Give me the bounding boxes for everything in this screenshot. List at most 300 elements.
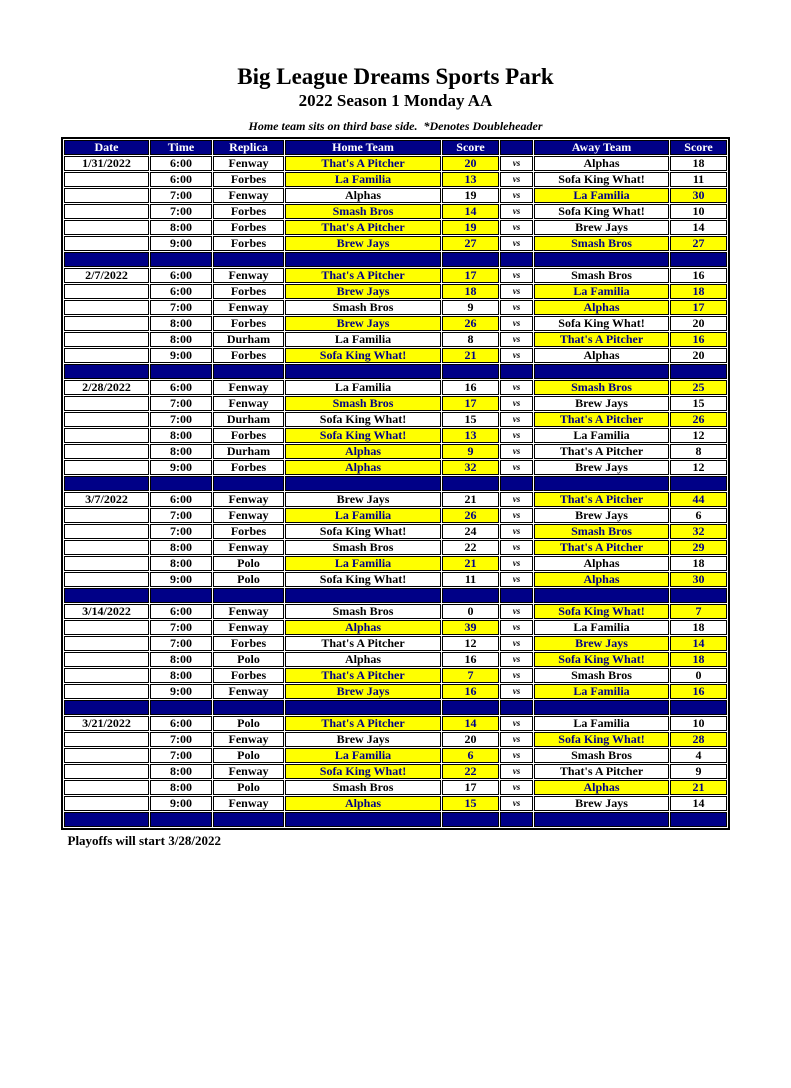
home-score-cell: 26 <box>442 316 499 331</box>
page-title: Big League Dreams Sports Park <box>237 64 554 89</box>
away-score-cell: 28 <box>670 732 727 747</box>
home-score-cell: 0 <box>442 604 499 619</box>
vs-cell: vs <box>500 796 533 811</box>
date-cell <box>64 668 149 683</box>
replica-cell: Fenway <box>213 684 284 699</box>
vs-cell: vs <box>500 620 533 635</box>
vs-cell: vs <box>500 524 533 539</box>
date-cell <box>64 316 149 331</box>
date-cell <box>64 444 149 459</box>
game-row <box>64 316 727 331</box>
replica-cell: Forbes <box>213 236 284 251</box>
away-score-cell: 18 <box>670 284 727 299</box>
replica-cell: Fenway <box>213 268 284 283</box>
separator-cell <box>534 588 669 603</box>
date-cell <box>64 652 149 667</box>
separator-cell <box>213 700 284 715</box>
game-row <box>64 332 727 347</box>
separator-cell <box>670 812 727 827</box>
away-score-cell: 29 <box>670 540 727 555</box>
date-cell <box>64 524 149 539</box>
separator-cell <box>534 700 669 715</box>
vs-cell: vs <box>500 604 533 619</box>
game-row <box>64 188 727 203</box>
time-cell: 8:00 <box>150 556 212 571</box>
separator-cell <box>150 252 212 267</box>
time-cell: 8:00 <box>150 652 212 667</box>
separator-cell <box>150 364 212 379</box>
separator-cell <box>285 476 441 491</box>
away-team-cell: Smash Bros <box>534 268 669 283</box>
vs-cell: vs <box>500 428 533 443</box>
away-team-cell: Alphas <box>534 556 669 571</box>
date-cell <box>64 796 149 811</box>
game-row <box>64 620 727 635</box>
header-date: Date <box>64 140 149 155</box>
time-cell: 7:00 <box>150 620 212 635</box>
vs-cell: vs <box>500 748 533 763</box>
time-cell: 8:00 <box>150 540 212 555</box>
home-team-cell: Alphas <box>285 652 441 667</box>
time-cell: 7:00 <box>150 300 212 315</box>
vs-cell: vs <box>500 444 533 459</box>
separator-cell <box>285 252 441 267</box>
game-row <box>64 444 727 459</box>
time-cell: 7:00 <box>150 524 212 539</box>
replica-cell: Polo <box>213 748 284 763</box>
separator-cell <box>285 700 441 715</box>
game-row <box>64 652 727 667</box>
home-team-cell: Smash Bros <box>285 780 441 795</box>
vs-cell: vs <box>500 716 533 731</box>
game-row <box>64 284 727 299</box>
replica-cell: Forbes <box>213 284 284 299</box>
home-team-cell: La Familia <box>285 508 441 523</box>
separator-cell <box>670 252 727 267</box>
away-team-cell: That's A Pitcher <box>534 540 669 555</box>
home-score-cell: 13 <box>442 172 499 187</box>
separator-cell <box>150 812 212 827</box>
header-vs-spacer <box>500 140 533 155</box>
replica-cell: Forbes <box>213 668 284 683</box>
home-team-cell: Sofa King What! <box>285 764 441 779</box>
date-cell <box>64 348 149 363</box>
time-cell: 6:00 <box>150 716 212 731</box>
replica-cell: Forbes <box>213 220 284 235</box>
replica-cell: Fenway <box>213 188 284 203</box>
game-row <box>64 236 727 251</box>
date-cell <box>64 236 149 251</box>
date-cell <box>64 748 149 763</box>
away-team-cell: Brew Jays <box>534 636 669 651</box>
home-team-cell: That's A Pitcher <box>285 668 441 683</box>
home-team-cell: Smash Bros <box>285 396 441 411</box>
away-score-cell: 11 <box>670 172 727 187</box>
game-row <box>64 540 727 555</box>
away-score-cell: 18 <box>670 156 727 171</box>
game-row <box>64 380 727 395</box>
game-row <box>64 428 727 443</box>
vs-cell: vs <box>500 540 533 555</box>
date-cell <box>64 732 149 747</box>
game-row <box>64 780 727 795</box>
game-row <box>64 748 727 763</box>
away-score-cell: 12 <box>670 460 727 475</box>
header-away-score: Score <box>670 140 727 155</box>
replica-cell: Durham <box>213 444 284 459</box>
away-score-cell: 18 <box>670 652 727 667</box>
separator-cell <box>285 812 441 827</box>
game-row <box>64 684 727 699</box>
replica-cell: Forbes <box>213 460 284 475</box>
away-score-cell: 10 <box>670 716 727 731</box>
replica-cell: Fenway <box>213 764 284 779</box>
time-cell: 9:00 <box>150 572 212 587</box>
game-row <box>64 172 727 187</box>
date-cell <box>64 540 149 555</box>
away-team-cell: La Familia <box>534 684 669 699</box>
home-score-cell: 24 <box>442 524 499 539</box>
game-row <box>64 572 727 587</box>
time-cell: 7:00 <box>150 732 212 747</box>
away-score-cell: 16 <box>670 268 727 283</box>
date-cell <box>64 460 149 475</box>
home-team-cell: Smash Bros <box>285 204 441 219</box>
vs-cell: vs <box>500 732 533 747</box>
game-row <box>64 604 727 619</box>
home-score-cell: 14 <box>442 716 499 731</box>
away-team-cell: That's A Pitcher <box>534 444 669 459</box>
away-score-cell: 20 <box>670 348 727 363</box>
date-cell <box>64 204 149 219</box>
away-team-cell: Sofa King What! <box>534 732 669 747</box>
vs-cell: vs <box>500 572 533 587</box>
vs-cell: vs <box>500 636 533 651</box>
game-row <box>64 764 727 779</box>
separator-cell <box>213 476 284 491</box>
vs-cell: vs <box>500 172 533 187</box>
separator-cell <box>64 588 149 603</box>
replica-cell: Forbes <box>213 348 284 363</box>
away-team-cell: Brew Jays <box>534 508 669 523</box>
game-row <box>64 220 727 235</box>
separator-cell <box>534 476 669 491</box>
vs-cell: vs <box>500 156 533 171</box>
date-cell: 3/14/2022 <box>64 604 149 619</box>
away-team-cell: Alphas <box>534 780 669 795</box>
away-score-cell: 16 <box>670 684 727 699</box>
away-team-cell: Alphas <box>534 348 669 363</box>
time-cell: 8:00 <box>150 668 212 683</box>
away-score-cell: 18 <box>670 556 727 571</box>
home-score-cell: 18 <box>442 284 499 299</box>
date-cell <box>64 172 149 187</box>
time-cell: 9:00 <box>150 236 212 251</box>
time-cell: 8:00 <box>150 220 212 235</box>
date-cell <box>64 300 149 315</box>
home-team-cell: La Familia <box>285 172 441 187</box>
vs-cell: vs <box>500 236 533 251</box>
separator-cell <box>64 364 149 379</box>
schedule-table <box>61 137 730 830</box>
header-home-team: Home Team <box>285 140 441 155</box>
away-team-cell: Alphas <box>534 572 669 587</box>
home-team-cell: Sofa King What! <box>285 428 441 443</box>
home-score-cell: 22 <box>442 764 499 779</box>
home-team-cell: That's A Pitcher <box>285 220 441 235</box>
vs-cell: vs <box>500 780 533 795</box>
away-team-cell: Sofa King What! <box>534 652 669 667</box>
date-cell <box>64 284 149 299</box>
separator-cell <box>534 812 669 827</box>
vs-cell: vs <box>500 764 533 779</box>
home-score-cell: 21 <box>442 492 499 507</box>
away-score-cell: 21 <box>670 780 727 795</box>
separator-cell <box>500 252 533 267</box>
home-score-cell: 12 <box>442 636 499 651</box>
home-score-cell: 9 <box>442 300 499 315</box>
replica-cell: Fenway <box>213 732 284 747</box>
time-cell: 6:00 <box>150 604 212 619</box>
home-score-cell: 11 <box>442 572 499 587</box>
date-cell <box>64 412 149 427</box>
replica-cell: Forbes <box>213 524 284 539</box>
away-team-cell: Smash Bros <box>534 236 669 251</box>
time-cell: 6:00 <box>150 284 212 299</box>
home-team-note: Home team sits on third base side. *Denotes Doubleheader <box>248 119 543 133</box>
away-team-cell: La Familia <box>534 428 669 443</box>
time-cell: 7:00 <box>150 636 212 651</box>
home-team-cell: La Familia <box>285 748 441 763</box>
replica-cell: Fenway <box>213 604 284 619</box>
away-score-cell: 10 <box>670 204 727 219</box>
home-score-cell: 7 <box>442 668 499 683</box>
away-score-cell: 0 <box>670 668 727 683</box>
date-cell <box>64 428 149 443</box>
vs-cell: vs <box>500 380 533 395</box>
away-score-cell: 44 <box>670 492 727 507</box>
separator-cell <box>285 588 441 603</box>
date-cell <box>64 636 149 651</box>
replica-cell: Fenway <box>213 796 284 811</box>
game-row <box>64 524 727 539</box>
date-cell: 3/21/2022 <box>64 716 149 731</box>
away-score-cell: 27 <box>670 236 727 251</box>
vs-cell: vs <box>500 556 533 571</box>
time-cell: 7:00 <box>150 748 212 763</box>
separator-cell <box>285 364 441 379</box>
away-score-cell: 25 <box>670 380 727 395</box>
home-score-cell: 9 <box>442 444 499 459</box>
date-cell <box>64 572 149 587</box>
home-team-cell: Sofa King What! <box>285 572 441 587</box>
date-cell: 2/7/2022 <box>64 268 149 283</box>
away-score-cell: 9 <box>670 764 727 779</box>
date-cell <box>64 188 149 203</box>
home-team-cell: Smash Bros <box>285 604 441 619</box>
separator-cell <box>150 476 212 491</box>
replica-cell: Fenway <box>213 380 284 395</box>
replica-cell: Forbes <box>213 428 284 443</box>
separator-cell <box>64 812 149 827</box>
home-score-cell: 20 <box>442 732 499 747</box>
time-cell: 9:00 <box>150 460 212 475</box>
vs-cell: vs <box>500 684 533 699</box>
game-row <box>64 732 727 747</box>
home-team-cell: Alphas <box>285 444 441 459</box>
home-team-cell: Alphas <box>285 460 441 475</box>
home-team-cell: Sofa King What! <box>285 412 441 427</box>
page-subtitle: 2022 Season 1 Monday AA <box>298 91 493 110</box>
schedule-page <box>0 64 791 849</box>
date-separator-row <box>64 364 727 379</box>
schedule-body <box>64 156 727 827</box>
time-cell: 7:00 <box>150 204 212 219</box>
vs-cell: vs <box>500 412 533 427</box>
replica-cell: Fenway <box>213 300 284 315</box>
replica-cell: Durham <box>213 332 284 347</box>
vs-cell: vs <box>500 668 533 683</box>
away-score-cell: 4 <box>670 748 727 763</box>
time-cell: 9:00 <box>150 796 212 811</box>
away-score-cell: 8 <box>670 444 727 459</box>
time-cell: 8:00 <box>150 316 212 331</box>
home-team-cell: Alphas <box>285 796 441 811</box>
separator-cell <box>442 364 499 379</box>
playoffs-note: Playoffs will start 3/28/2022 <box>67 833 221 848</box>
time-cell: 7:00 <box>150 396 212 411</box>
replica-cell: Polo <box>213 572 284 587</box>
time-cell: 6:00 <box>150 156 212 171</box>
home-team-cell: Sofa King What! <box>285 524 441 539</box>
home-score-cell: 17 <box>442 780 499 795</box>
away-score-cell: 7 <box>670 604 727 619</box>
date-separator-row <box>64 812 727 827</box>
separator-cell <box>500 700 533 715</box>
separator-cell <box>64 476 149 491</box>
home-score-cell: 39 <box>442 620 499 635</box>
date-cell <box>64 220 149 235</box>
separator-cell <box>150 700 212 715</box>
vs-cell: vs <box>500 284 533 299</box>
away-team-cell: Brew Jays <box>534 460 669 475</box>
away-team-cell: Smash Bros <box>534 748 669 763</box>
replica-cell: Fenway <box>213 156 284 171</box>
date-separator-row <box>64 588 727 603</box>
time-cell: 6:00 <box>150 380 212 395</box>
home-score-cell: 16 <box>442 380 499 395</box>
time-cell: 9:00 <box>150 684 212 699</box>
game-row <box>64 636 727 651</box>
date-cell <box>64 620 149 635</box>
away-team-cell: That's A Pitcher <box>534 332 669 347</box>
vs-cell: vs <box>500 220 533 235</box>
away-team-cell: Brew Jays <box>534 220 669 235</box>
time-cell: 7:00 <box>150 188 212 203</box>
away-score-cell: 6 <box>670 508 727 523</box>
game-row <box>64 156 727 171</box>
away-score-cell: 12 <box>670 428 727 443</box>
separator-cell <box>442 812 499 827</box>
home-score-cell: 21 <box>442 348 499 363</box>
game-row <box>64 716 727 731</box>
date-cell <box>64 396 149 411</box>
separator-cell <box>213 252 284 267</box>
home-score-cell: 17 <box>442 396 499 411</box>
replica-cell: Fenway <box>213 396 284 411</box>
date-cell <box>64 764 149 779</box>
replica-cell: Fenway <box>213 620 284 635</box>
time-cell: 9:00 <box>150 348 212 363</box>
replica-cell: Fenway <box>213 508 284 523</box>
replica-cell: Polo <box>213 556 284 571</box>
game-row <box>64 492 727 507</box>
replica-cell: Forbes <box>213 204 284 219</box>
home-team-cell: La Familia <box>285 332 441 347</box>
separator-cell <box>670 364 727 379</box>
date-cell <box>64 556 149 571</box>
home-score-cell: 20 <box>442 156 499 171</box>
replica-cell: Fenway <box>213 540 284 555</box>
replica-cell: Forbes <box>213 636 284 651</box>
separator-cell <box>213 588 284 603</box>
away-team-cell: Alphas <box>534 156 669 171</box>
replica-cell: Forbes <box>213 172 284 187</box>
date-cell <box>64 780 149 795</box>
game-row <box>64 460 727 475</box>
separator-cell <box>64 252 149 267</box>
away-score-cell: 14 <box>670 796 727 811</box>
vs-cell: vs <box>500 460 533 475</box>
date-cell: 1/31/2022 <box>64 156 149 171</box>
home-score-cell: 21 <box>442 556 499 571</box>
away-team-cell: Sofa King What! <box>534 172 669 187</box>
separator-cell <box>442 700 499 715</box>
vs-cell: vs <box>500 316 533 331</box>
home-team-cell: La Familia <box>285 556 441 571</box>
separator-cell <box>64 700 149 715</box>
game-row <box>64 508 727 523</box>
separator-cell <box>670 476 727 491</box>
vs-cell: vs <box>500 332 533 347</box>
vs-cell: vs <box>500 268 533 283</box>
away-score-cell: 17 <box>670 300 727 315</box>
replica-cell: Durham <box>213 412 284 427</box>
separator-cell <box>670 700 727 715</box>
away-team-cell: Smash Bros <box>534 524 669 539</box>
away-score-cell: 16 <box>670 332 727 347</box>
header-time: Time <box>150 140 212 155</box>
header-home-score: Score <box>442 140 499 155</box>
separator-cell <box>534 364 669 379</box>
home-score-cell: 26 <box>442 508 499 523</box>
home-team-cell: That's A Pitcher <box>285 156 441 171</box>
away-score-cell: 14 <box>670 220 727 235</box>
home-score-cell: 14 <box>442 204 499 219</box>
away-score-cell: 26 <box>670 412 727 427</box>
away-score-cell: 30 <box>670 572 727 587</box>
date-separator-row <box>64 700 727 715</box>
away-team-cell: Sofa King What! <box>534 604 669 619</box>
game-row <box>64 348 727 363</box>
separator-cell <box>442 588 499 603</box>
home-score-cell: 6 <box>442 748 499 763</box>
home-team-cell: Brew Jays <box>285 316 441 331</box>
date-separator-row <box>64 252 727 267</box>
home-team-cell: Smash Bros <box>285 300 441 315</box>
home-score-cell: 27 <box>442 236 499 251</box>
home-score-cell: 15 <box>442 412 499 427</box>
